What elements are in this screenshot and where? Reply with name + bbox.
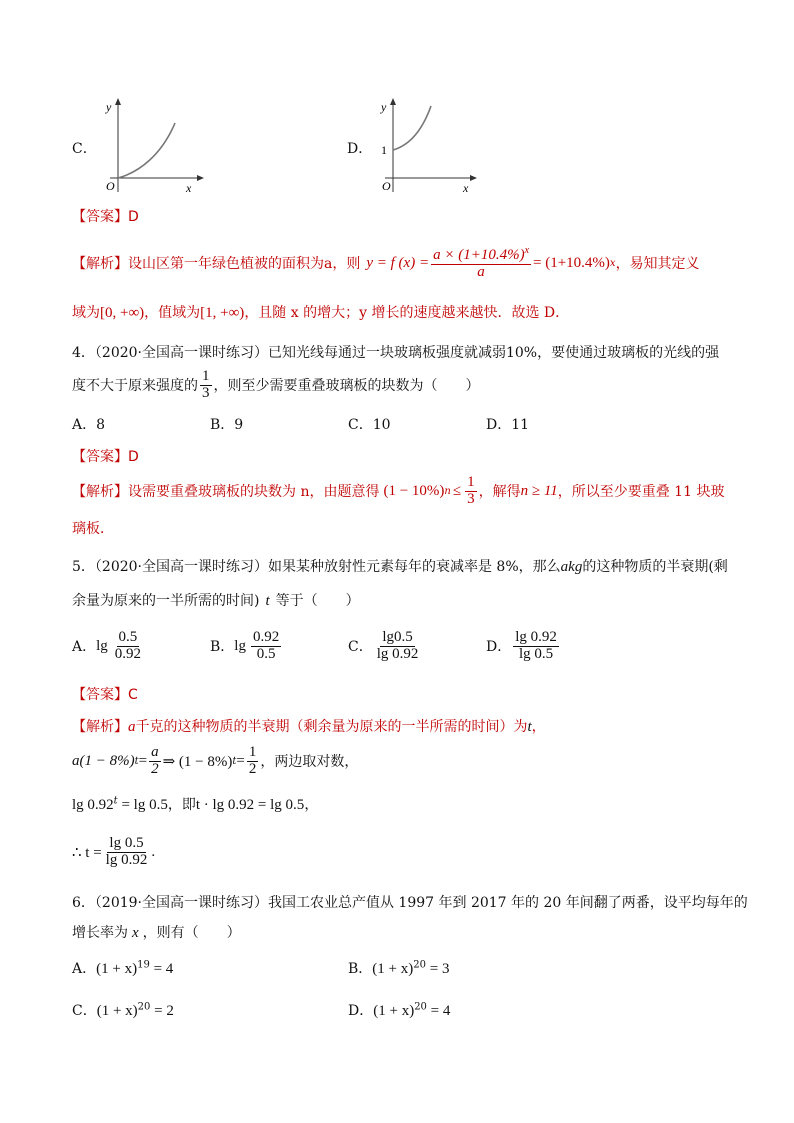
formula-rhs: = (1+10.4%)	[533, 254, 610, 271]
formula-lhs: y = f (x) =	[366, 254, 430, 271]
graph-d-intercept: 1	[381, 143, 387, 157]
q5-analysis-line1: 【解析】a千克的这种物质的半衰期（剩余量为原来的一半所需的时间）为t，	[72, 719, 546, 735]
q4-analysis-line2: 璃板．	[72, 521, 114, 537]
q5-option-a[interactable]: A． lg $\frac{0.5}{0.92}$	[72, 628, 142, 662]
q5-option-c[interactable]: C． $\frac{\lg 0.5}{\lg 0.92}$	[348, 628, 419, 662]
q3-analysis-line2: 域为[0, +∞)，值域为[1, +∞)，且随 x 的增大；y 增长的速度越来越快．故选 D．	[72, 305, 570, 321]
q6-stem-line2: 增长率为 x ，则有（ ）	[72, 925, 241, 941]
graph-d	[375, 96, 485, 196]
option-d-label: D．	[347, 141, 373, 157]
q4-option-d[interactable]: D．11	[486, 417, 530, 433]
analysis-tag: 【解析】	[72, 256, 128, 272]
analysis-text-tail: ，易知其定义	[615, 256, 700, 272]
option-c-label: C．	[72, 141, 97, 157]
range: [1, +∞)	[200, 305, 245, 321]
q4-option-b[interactable]: B．9	[210, 417, 244, 433]
q4-option-c[interactable]: C．10	[348, 417, 391, 433]
q3-answer	[72, 206, 139, 226]
q4-option-a[interactable]: A．8	[72, 417, 106, 433]
answer-value: D	[128, 209, 139, 225]
q5-stem-line1: 5．（2020·全国高一课时练习）如果某种放射性元素每年的衰减率是 8%，那么akg的这种物质的半衰期(剩	[72, 559, 728, 575]
graph-c-origin: O	[106, 179, 115, 193]
q5-step2: $\lg 0.92^t = \lg 0.5$，即t · lg 0.92 = lg 0.5，	[72, 795, 319, 813]
graph-c	[100, 96, 210, 196]
analysis-text: 设山区第一年绿色植被的面积为a，则	[128, 256, 361, 272]
graph-d-y-label: y	[381, 100, 387, 114]
q5-answer: 【答案】C	[72, 687, 138, 703]
q4-answer: 【答案】D	[72, 449, 139, 465]
graph-c-y-label: y	[106, 100, 112, 114]
graph-c-x-label: x	[186, 181, 192, 195]
q6-option-b[interactable]: B．$(1 + x)^{20} = 3$	[348, 959, 450, 977]
q6-option-d[interactable]: D．$(1 + x)^{20} = 4$	[348, 1001, 451, 1019]
answer-tag: 【答案】	[72, 209, 128, 225]
q5-stem-line2: 余量为原来的一半所需的时间) t 等于（ ）	[72, 593, 360, 609]
q4-stem-line1: 4．（2020·全国高一课时练习）已知光线每通过一块玻璃板强度就减弱10%，要使通过玻璃板的光线的强	[72, 345, 720, 361]
q4-stem-line2: 度不大于原来强度的 $\frac{1}{3}$ ，则至少需要重叠玻璃板的块数为（ ）	[72, 367, 480, 401]
q5-option-d[interactable]: D． $\frac{\lg 0.92}{\lg 0.5}$	[486, 628, 557, 662]
q5-option-b[interactable]: B． lg $\frac{0.92}{0.5}$	[210, 628, 280, 662]
q6-stem-line1: 6．（2019·全国高一课时练习）我国工农业总产值从 1997 年到 2017 年的 20 年间翻了两番，设平均每年的	[72, 895, 748, 911]
solution: n ≥ 11	[520, 482, 558, 499]
formula-rhs-exp: x	[609, 257, 616, 269]
q6-option-c[interactable]: C．$(1 + x)^{20} = 2$	[72, 1001, 174, 1019]
stem-fraction: $\frac{1}{3}$	[202, 367, 210, 401]
inequality: (1 − 10%)	[383, 482, 445, 499]
graph-d-origin: O	[382, 179, 391, 193]
q4-analysis-line1: 【解析】 设需要重叠玻璃板的块数为 n，由题意得 (1 − 10%) n ≤ $\frac{1}{3}$ ，解得 n ≥ 11 ，所以至少要重叠 11 块玻	[72, 473, 725, 507]
domain: [0, +∞)	[100, 305, 145, 321]
q5-step3: ∴ t = $\frac{\lg 0.5}{\lg 0.92}$ .	[72, 834, 156, 868]
q6-option-a[interactable]: A．$(1 + x)^{19} = 4$	[72, 959, 174, 977]
graph-d-x-label: x	[463, 181, 469, 195]
q3-analysis-line1	[72, 246, 700, 280]
q5-step1: a(1 − 8%) t = $\frac{a}{2}$ ⇒ (1 − 8%) t = $\frac{1}{2}$ ，两边取对数，	[72, 743, 359, 777]
formula-fraction: $\frac{a \times (1+10.4\%)^x}{a}$	[433, 244, 530, 280]
